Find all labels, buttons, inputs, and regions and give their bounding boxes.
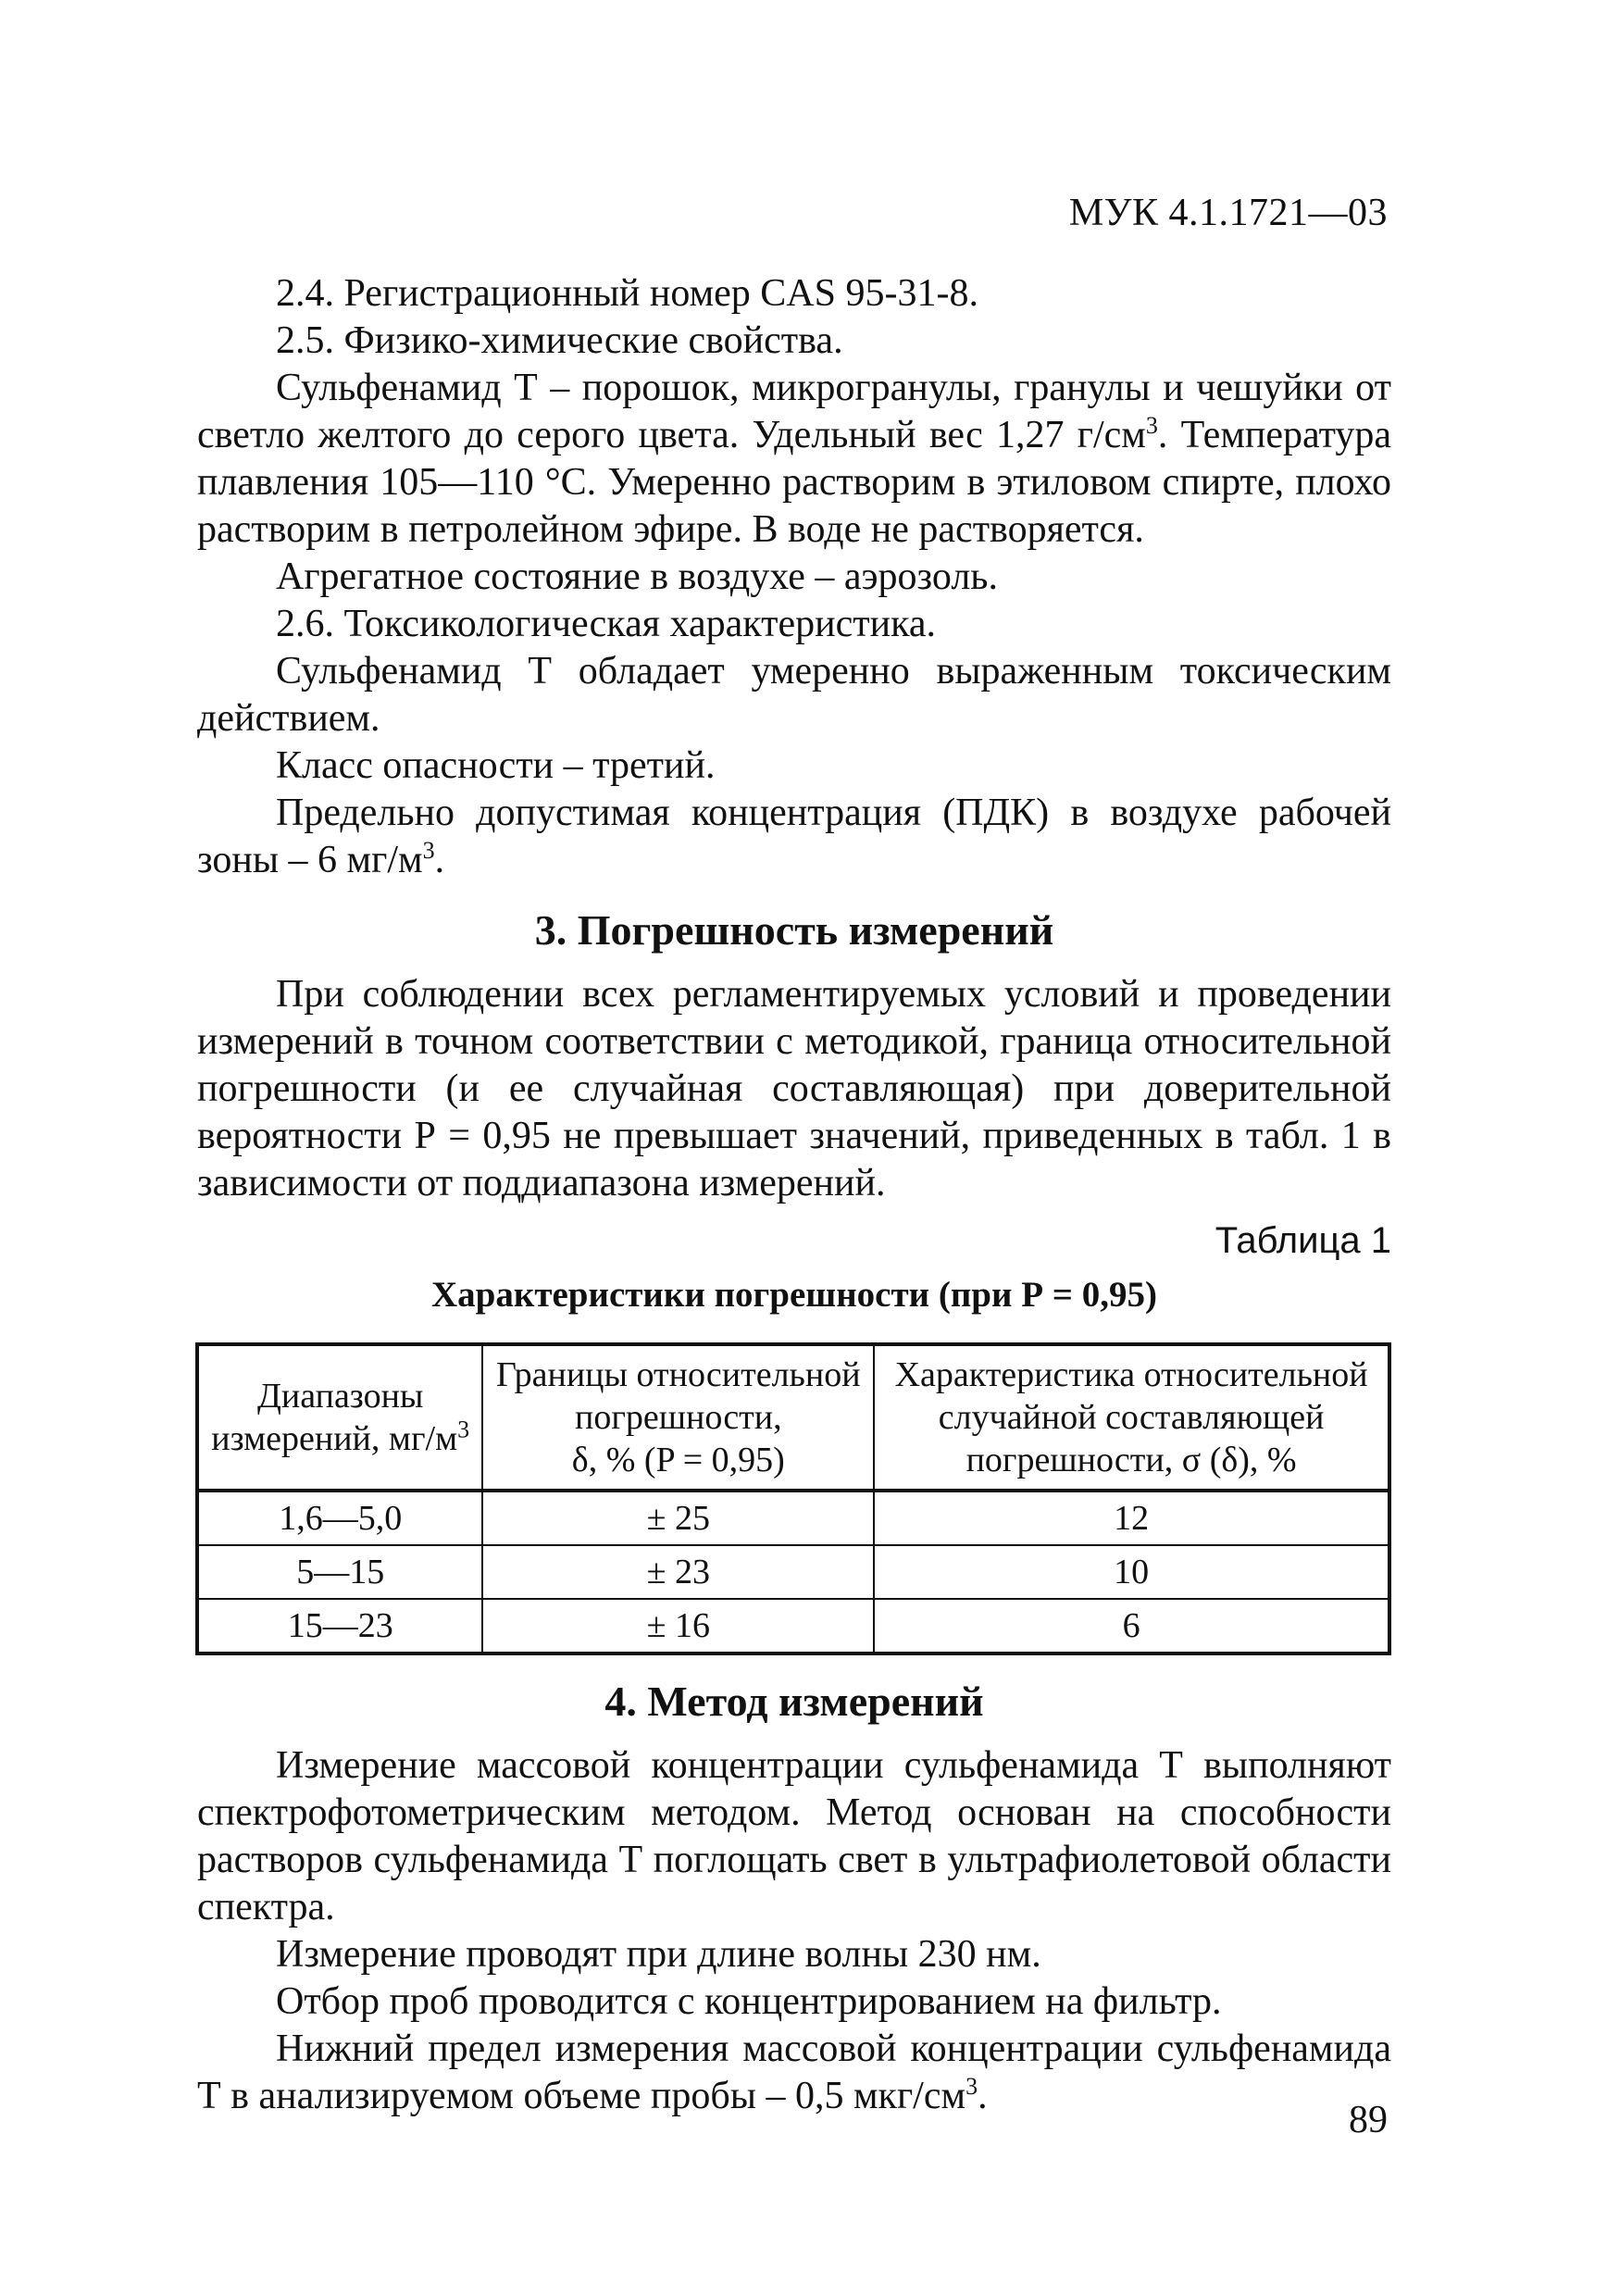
cell-range: 15—23 xyxy=(197,1599,482,1653)
document-code-header: МУК 4.1.1721—03 xyxy=(1068,192,1388,234)
table-title: Характеристики погрешности (при Р = 0,95) xyxy=(431,1275,1157,1315)
cell-random: 6 xyxy=(874,1599,1389,1653)
cell-random: 10 xyxy=(874,1545,1389,1599)
wavelength-paragraph: Измерение проводят при длине волны 230 нм. xyxy=(276,1933,1041,1976)
header-bounds xyxy=(482,1344,874,1491)
cell-range: 1,6—5,0 xyxy=(197,1491,482,1545)
header-ranges-superscript: 3 xyxy=(457,1416,470,1443)
section-4-heading: 4. Метод измерений xyxy=(604,1678,984,1725)
item-2-6: 2.6. Токсикологическая характеристика. xyxy=(276,603,936,645)
item-2-4: 2.4. Регистрационный номер CAS 95-31-8. xyxy=(276,272,978,315)
header-random-line1: Характеристика относительной xyxy=(894,1355,1368,1394)
header-bounds-line1: Границы относительной xyxy=(496,1355,861,1394)
header-ranges-line1: Диапазоны xyxy=(256,1377,424,1416)
cell-range: 5—15 xyxy=(197,1545,482,1599)
table-row xyxy=(197,1491,1389,1545)
cell-bounds: ± 16 xyxy=(482,1599,874,1653)
section-3-heading: 3. Погрешность измерений xyxy=(534,906,1054,954)
mac-text: Предельно допустимая концентрация (ПДК) в воздухе рабочей зоны – 6 мг/м xyxy=(197,792,1391,881)
properties-superscript: 3 xyxy=(1145,412,1158,439)
table-row xyxy=(197,1545,1389,1599)
hazard-class: Класс опасности – третий. xyxy=(276,744,716,787)
header-random-line3: погрешности, σ (δ), % xyxy=(965,1441,1297,1479)
item-2-5: 2.5. Физико-химические свойства. xyxy=(276,319,843,362)
mac-end: . xyxy=(434,839,445,881)
table-header-row xyxy=(197,1344,1389,1491)
document-body xyxy=(197,270,1391,2120)
header-ranges-line2: измерений, мг/м xyxy=(211,1419,458,1458)
header-bounds-line2: погрешности, xyxy=(574,1398,782,1437)
error-characteristics-table xyxy=(195,1342,1391,1655)
toxic-effect-paragraph: Сульфенамид Т обладает умеренно выраженным токсическим действием. xyxy=(197,650,1391,740)
cell-bounds: ± 25 xyxy=(482,1491,874,1545)
detection-limit-paragraph xyxy=(197,2026,1391,2120)
properties-text-b: . Температура плавления 105—110 °С. Умеренно растворим в этиловом спирте, плохо растворим в петролейном эфире. В воде не растворяется. xyxy=(197,414,1392,551)
cell-random: 12 xyxy=(874,1491,1389,1545)
detection-limit-end: . xyxy=(978,2075,988,2117)
aggregate-state: Агрегатное состояние в воздухе – аэрозоль. xyxy=(276,555,998,598)
header-bounds-line3: δ, % (P = 0,95) xyxy=(571,1441,785,1479)
detection-limit-text: Нижний предел измерения массовой концентрации сульфенамида Т в анализируемом объеме пробы – 0,5 мкг/см xyxy=(197,2028,1391,2117)
method-paragraph: Измерение массовой концентрации сульфенамида Т выполняют спектрофотометрическим методом. Метод основан на способности растворов сульфенамида Т поглощать свет в ультрафиолетовой области спектра. xyxy=(197,1744,1391,1928)
detection-limit-superscript: 3 xyxy=(965,2073,978,2100)
sampling-paragraph: Отбор проб проводится с концентрированием на фильтр. xyxy=(276,1980,1222,2023)
header-random-line2: случайной составляющей xyxy=(938,1398,1325,1437)
table-label: Таблица 1 xyxy=(1215,1220,1391,1261)
page-number: 89 xyxy=(1349,2099,1388,2141)
properties-paragraph xyxy=(197,365,1391,554)
mac-paragraph xyxy=(197,790,1391,884)
cell-bounds: ± 23 xyxy=(482,1545,874,1599)
mac-superscript: 3 xyxy=(422,837,435,864)
error-paragraph: При соблюдении всех регламентируемых условий и проведении измерений в точном соответствии с методикой, граница относительной погрешности (и ее случайная составляющая) при доверительной вероятности Р = 0,95 не превышает значений, приведенных в табл. 1 в зависимости от поддиапазона измерений. xyxy=(197,973,1391,1204)
header-ranges xyxy=(197,1344,482,1491)
properties-text-a: Сульфенамид Т – порошок, микрогранулы, гранулы и чешуйки от светло желтого до серого цвета. Удельный вес 1,27 г/см xyxy=(197,367,1391,456)
header-random-component xyxy=(874,1344,1389,1491)
table-row xyxy=(197,1599,1389,1653)
